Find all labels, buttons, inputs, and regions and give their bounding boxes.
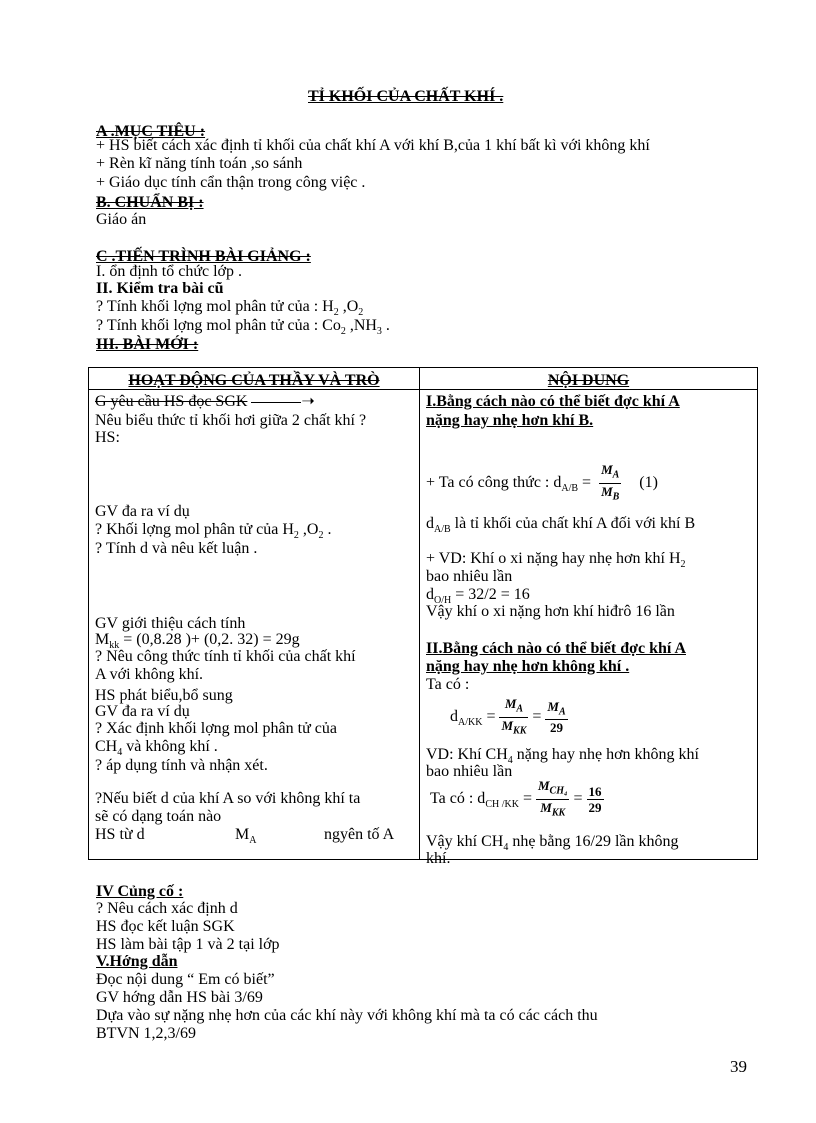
activity-line: GV đa ra ví dụ	[95, 703, 190, 720]
activity-line: ?Nếu biết d của khí A so với không khí ta	[95, 790, 361, 807]
content-line: Vậy khí $CH_4$ nhẹ bằng 16/29 lần không	[426, 833, 679, 854]
arrow-head-icon: ➝	[301, 393, 315, 410]
content-line: $d_{A/B}$ là tỉ khối của chất khí A đối với khí B	[426, 515, 696, 536]
content-heading-2: II.Bằng cách nào có thể biết đợc khí A	[426, 640, 686, 657]
activity-line: ngyên tố A	[324, 826, 395, 843]
section-v-line-3: Dựa vào sự nặng nhẹ hơn của các khí này với không khí mà ta có các cách thu	[96, 1007, 598, 1024]
arrow-icon	[251, 402, 301, 403]
fraction: $\frac{M_A}{M_B}$	[601, 462, 620, 503]
content-line: $d_{O/H} = 32/2 = 16$	[426, 586, 530, 607]
activity-line: GV giới thiệu cách tính	[95, 615, 246, 632]
activity-line: Nêu biểu thức tỉ khối hơi giữa 2 chất khí ?	[95, 412, 367, 429]
content-line: + VD: Khí o xi nặng hay nhẹ hơn khí $H_2$	[426, 550, 686, 571]
content-cell	[420, 390, 758, 867]
formula-density-ab: + Ta có công thức : $d_{A/B}$ = $\frac{M_A}{M_B}$ (1)	[426, 462, 658, 503]
section-iv-heading: IV Củng cố :	[96, 883, 184, 900]
section-b-heading: B. CHUẨN BỊ :	[96, 194, 204, 211]
activity-line: $M_{kk} = (0,8.28$ )+ (0,2. 32) = 29g	[95, 631, 300, 652]
content-heading-1: I.Bằng cách nào có thể biết đợc khí A	[426, 393, 680, 410]
content-heading-2-cont: nặng hay nhẹ hơn không khí .	[426, 658, 630, 675]
activity-line: GV đa ra ví dụ	[95, 503, 190, 520]
fraction: $\frac{M_A}{M_{KK}}$	[501, 696, 527, 737]
formula-density-air: $d_{A/KK}$ = $\frac{M_A}{M_{KK}}$ = $\frac{M_A}{29}$	[450, 696, 566, 737]
section-b-text: Giáo án	[96, 211, 147, 228]
activity-line: ? Nêu công thức tính tỉ khối của chất khí	[95, 648, 356, 665]
activity-line: ? áp dụng tính và nhận xét.	[95, 757, 268, 774]
section-c-item-1: I. ổn định tổ chức lớp .	[96, 263, 242, 280]
section-iv-line-1: ? Nêu cách xác định d	[96, 900, 238, 917]
content-line: Vậy khí o xi nặng hơn khí hiđrô 16 lần	[426, 603, 675, 620]
page-number: 39	[730, 1057, 747, 1076]
section-a-heading: A .MỤC TIÊU :	[96, 123, 206, 140]
activity-line: $M_A$	[235, 826, 257, 847]
activity-line: ? Tính d và nêu kết luận .	[95, 540, 258, 557]
section-v-line-2: GV hớng dẫn HS bài 3/69	[96, 989, 263, 1006]
content-heading-1-cont: nặng hay nhẹ hơn khí B.	[426, 412, 594, 429]
content-line: bao nhiêu lần	[426, 568, 513, 585]
activity-line: HS từ d	[95, 826, 145, 843]
activity-line: A với không khí.	[95, 666, 204, 683]
activity-line: G yêu cầu HS đọc SGK ➝	[95, 393, 315, 410]
content-line: khí.	[426, 850, 451, 867]
activity-line: sẽ có dạng toán nào	[95, 808, 222, 825]
activity-line: ? Xác định khối lợng mol phân tử của	[95, 720, 337, 737]
review-question-2: ? Tính khối lợng mol phân tử của : $Co_2$ $,NH_3$ .	[96, 317, 390, 338]
objective-line-3: + Giáo dục tính cẩn thận trong công việc .	[96, 174, 366, 191]
review-question-1: ? Tính khối lợng mol phân tử của : $H_2$ $,O_2$	[96, 298, 364, 319]
section-c-item-2-heading: II. Kiểm tra bài cũ	[96, 280, 224, 297]
section-v-heading: V.Hớng dẫn	[96, 953, 178, 970]
section-iv-line-3: HS làm bài tập 1 và 2 tại lớp	[96, 936, 280, 953]
section-c-item-3-heading: III. BÀI MỚI :	[96, 336, 199, 353]
activity-line: HS:	[95, 429, 120, 446]
formula-ch4-air: Ta có : $d_{CH /KK}$ = $\frac{M_{CH_4}}{M_{KK}}$ = $\frac{16}{29}$	[430, 778, 602, 819]
section-v-line-4: BTVN 1,2,3/69	[96, 1025, 196, 1042]
activity-line: ? Khối lợng mol phân tử của $H_2$ $,O_2$ .	[95, 521, 332, 542]
col-header-activities: HOẠT ĐỘNG CỦA THẦY VÀ TRÒ	[89, 368, 420, 390]
fraction: $\frac{16}{29}$	[588, 783, 602, 815]
content-line: bao nhiêu lần	[426, 763, 513, 780]
objective-line-1: + HS biết cách xác định tỉ khối của chất khí A với khí B,của 1 khí bất kì với không khí	[96, 137, 650, 154]
fraction: $\frac{M_{CH_4}}{M_{KK}}$	[537, 778, 568, 819]
page-title: TỈ KHỐI CỦA CHẤT KHÍ .	[308, 88, 504, 105]
content-line: VD: Khí $CH_4$ nặng hay nhẹ hơn không khí	[426, 746, 699, 767]
lesson-table	[88, 367, 758, 867]
col-header-content: NỘI DUNG	[420, 368, 758, 390]
activities-cell	[89, 390, 420, 860]
content-line: Ta có :	[426, 676, 470, 693]
activity-line: $CH_4$ và không khí .	[95, 738, 218, 759]
section-v-line-1: Đọc nội dung “ Em có biết”	[96, 971, 275, 988]
section-c-heading: C .TIẾN TRÌNH BÀI GIẢNG :	[96, 248, 311, 265]
section-iv-line-2: HS đọc kết luận SGK	[96, 918, 235, 935]
fraction: $\frac{M_A}{29}$	[547, 698, 566, 736]
activity-line: HS phát biểu,bổ sung	[95, 687, 233, 704]
objective-line-2: + Rèn kĩ năng tính toán ,so sánh	[96, 155, 303, 172]
